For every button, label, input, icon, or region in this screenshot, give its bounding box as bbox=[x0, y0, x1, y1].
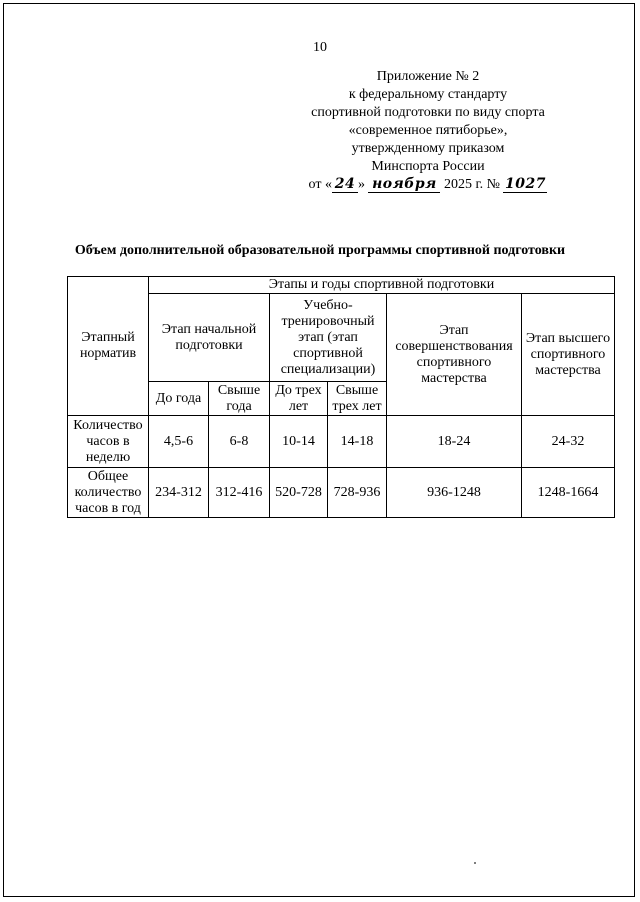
stage-header-cell: Этап совершенствования спортивного мастерства bbox=[387, 294, 522, 416]
value-cell: 936-1248 bbox=[387, 468, 522, 518]
group-header-cell: Этапы и годы спортивной подготовки bbox=[149, 277, 615, 294]
sub-header-cell: До трех лет bbox=[270, 382, 328, 416]
sub-header-cell: До года bbox=[149, 382, 209, 416]
page-number: 10 bbox=[313, 40, 327, 55]
table-header-row bbox=[68, 294, 615, 382]
scan-speck bbox=[474, 862, 476, 864]
stage-header-cell: Этап начальной подготовки bbox=[149, 294, 270, 382]
handwritten-order-number: 1027 bbox=[505, 176, 546, 192]
value-cell: 312-416 bbox=[209, 468, 270, 518]
appendix-line: Приложение № 2 bbox=[376, 69, 480, 84]
appendix-line: Минспорта России bbox=[371, 159, 485, 174]
table-row bbox=[68, 468, 615, 518]
order-prefix: от « bbox=[308, 177, 332, 192]
appendix-line: утвержденному приказом bbox=[351, 141, 505, 156]
row-label-cell: Общее количество часов в год bbox=[68, 468, 149, 518]
order-quote-close: » bbox=[357, 177, 365, 192]
stage-header-cell: Учебно-тренировочный этап (этап спортивной специализации) bbox=[270, 294, 387, 382]
row-label-cell: Количество часов в неделю bbox=[68, 416, 149, 468]
document-title: Объем дополнительной образовательной программы спортивной подготовки bbox=[74, 243, 566, 258]
value-cell: 520-728 bbox=[270, 468, 328, 518]
handwritten-month: ноября bbox=[368, 177, 440, 193]
appendix-line: к федеральному стандарту bbox=[348, 87, 508, 102]
value-cell: 18-24 bbox=[387, 416, 522, 468]
order-year: 2025 г. № bbox=[443, 177, 500, 192]
table-row bbox=[68, 416, 615, 468]
value-cell: 24-32 bbox=[522, 416, 615, 468]
value-cell: 10-14 bbox=[270, 416, 328, 468]
volume-table bbox=[67, 276, 615, 518]
stage-header-cell: Этап высшего спортивного мастерства bbox=[522, 294, 615, 416]
sub-header-cell: Свыше трех лет bbox=[328, 382, 387, 416]
appendix-block bbox=[278, 68, 578, 194]
value-cell: 6-8 bbox=[209, 416, 270, 468]
appendix-line: «современное пятиборье», bbox=[348, 123, 508, 138]
handwritten-day: 24 bbox=[332, 177, 358, 193]
appendix-line: спортивной подготовки по виду спорта bbox=[311, 105, 545, 120]
value-cell: 4,5-6 bbox=[149, 416, 209, 468]
sub-header-cell: Свыше года bbox=[209, 382, 270, 416]
value-cell: 1248-1664 bbox=[522, 468, 615, 518]
order-line bbox=[278, 176, 578, 194]
value-cell: 234-312 bbox=[149, 468, 209, 518]
table-header-row bbox=[68, 277, 615, 294]
row-header-cell: Этапный норматив bbox=[68, 277, 149, 416]
value-cell: 728-936 bbox=[328, 468, 387, 518]
value-cell: 14-18 bbox=[328, 416, 387, 468]
